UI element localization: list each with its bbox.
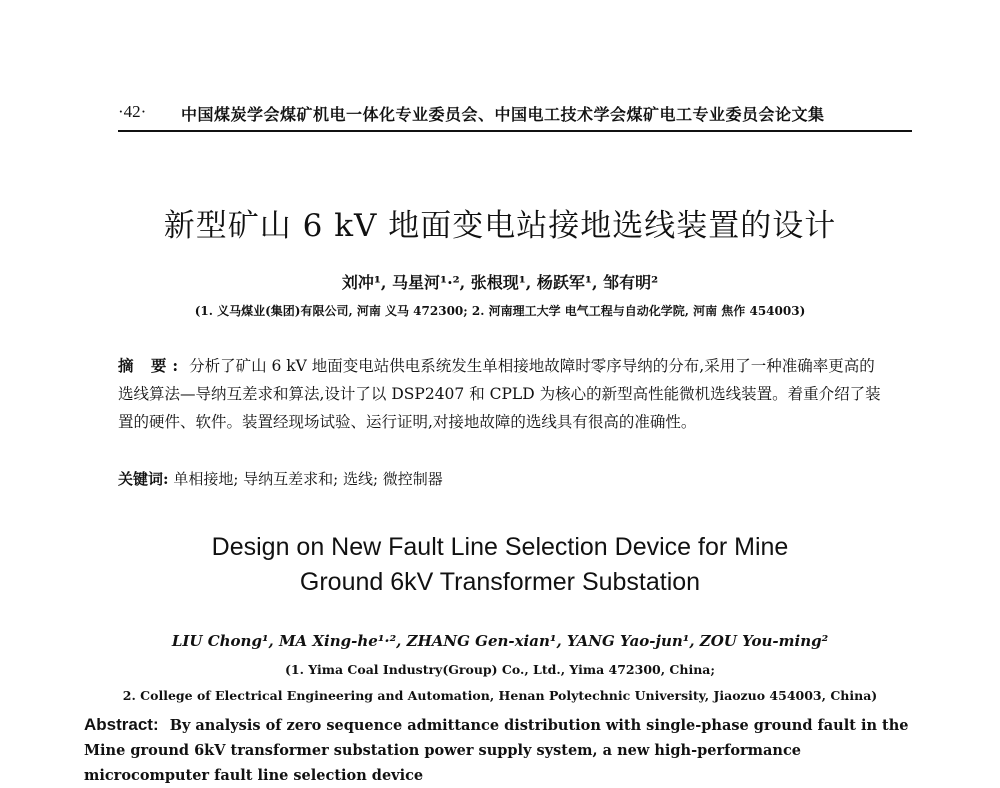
abstract-zh-text: 分析了矿山 6 kV 地面变电站供电系统发生单相接地故障时零序导纳的分布,采用了一种准确率更高的选线算法—导纳互差求和算法,设计了以 DSP2407 和 CPLD 为核心的新型高性能微机选线装置。着重介绍了装置的硬件、软件。装置经现场试验、运行证明,对接地故障的选线具有很高的准确性。	[118, 357, 881, 431]
running-header	[118, 94, 912, 132]
abstract-en-text: By analysis of zero sequence admittance distribution with single-phase ground fault in the Mine ground 6kV transformer substation power supply system, a new high-performance microcomputer fault line selection device	[84, 717, 909, 784]
header-rule	[118, 130, 912, 132]
paper-title-en	[0, 530, 1000, 600]
abstract-en	[84, 712, 924, 788]
paper-title-zh: 新型矿山 6 kV 地面变电站接地选线装置的设计	[163, 208, 837, 244]
affiliation-en-2: 2. College of Electrical Engineering and Automation, Henan Polytechnic University, Jiaozuo 454003, China)	[122, 688, 878, 703]
paper-title-en-line2: Ground 6kV Transformer Substation	[299, 568, 701, 596]
page-number: ·42·	[118, 102, 147, 121]
journal-title: 中国煤炭学会煤矿机电一体化专业委员会、中国电工技术学会煤矿电工专业委员会论文集	[181, 105, 825, 124]
abstract-zh	[118, 352, 888, 436]
keywords-zh-label: 关键词:	[118, 470, 169, 488]
keywords-zh	[118, 468, 888, 489]
paper-title-en-line1: Design on New Fault Line Selection Device for Mine	[211, 533, 789, 561]
abstract-en-label: Abstract:	[84, 715, 159, 734]
authors-zh: 刘冲¹, 马星河¹·², 张根现¹, 杨跃军¹, 邹有明²	[341, 273, 659, 292]
affiliations-zh: (1. 义马煤业(集团)有限公司, 河南 义马 472300; 2. 河南理工大学 电气工程与自动化学院, 河南 焦作 454003)	[194, 304, 806, 318]
affiliation-en-1: (1. Yima Coal Industry(Group) Co., Ltd., Yima 472300, China;	[284, 662, 716, 677]
abstract-zh-label: 摘 要:	[118, 356, 185, 375]
authors-en: LIU Chong¹, MA Xing-he¹·², ZHANG Gen-xian¹, YANG Yao-jun¹, ZOU You-ming²	[171, 632, 829, 650]
keywords-zh-text: 单相接地; 导纳互差求和; 选线; 微控制器	[173, 470, 443, 488]
